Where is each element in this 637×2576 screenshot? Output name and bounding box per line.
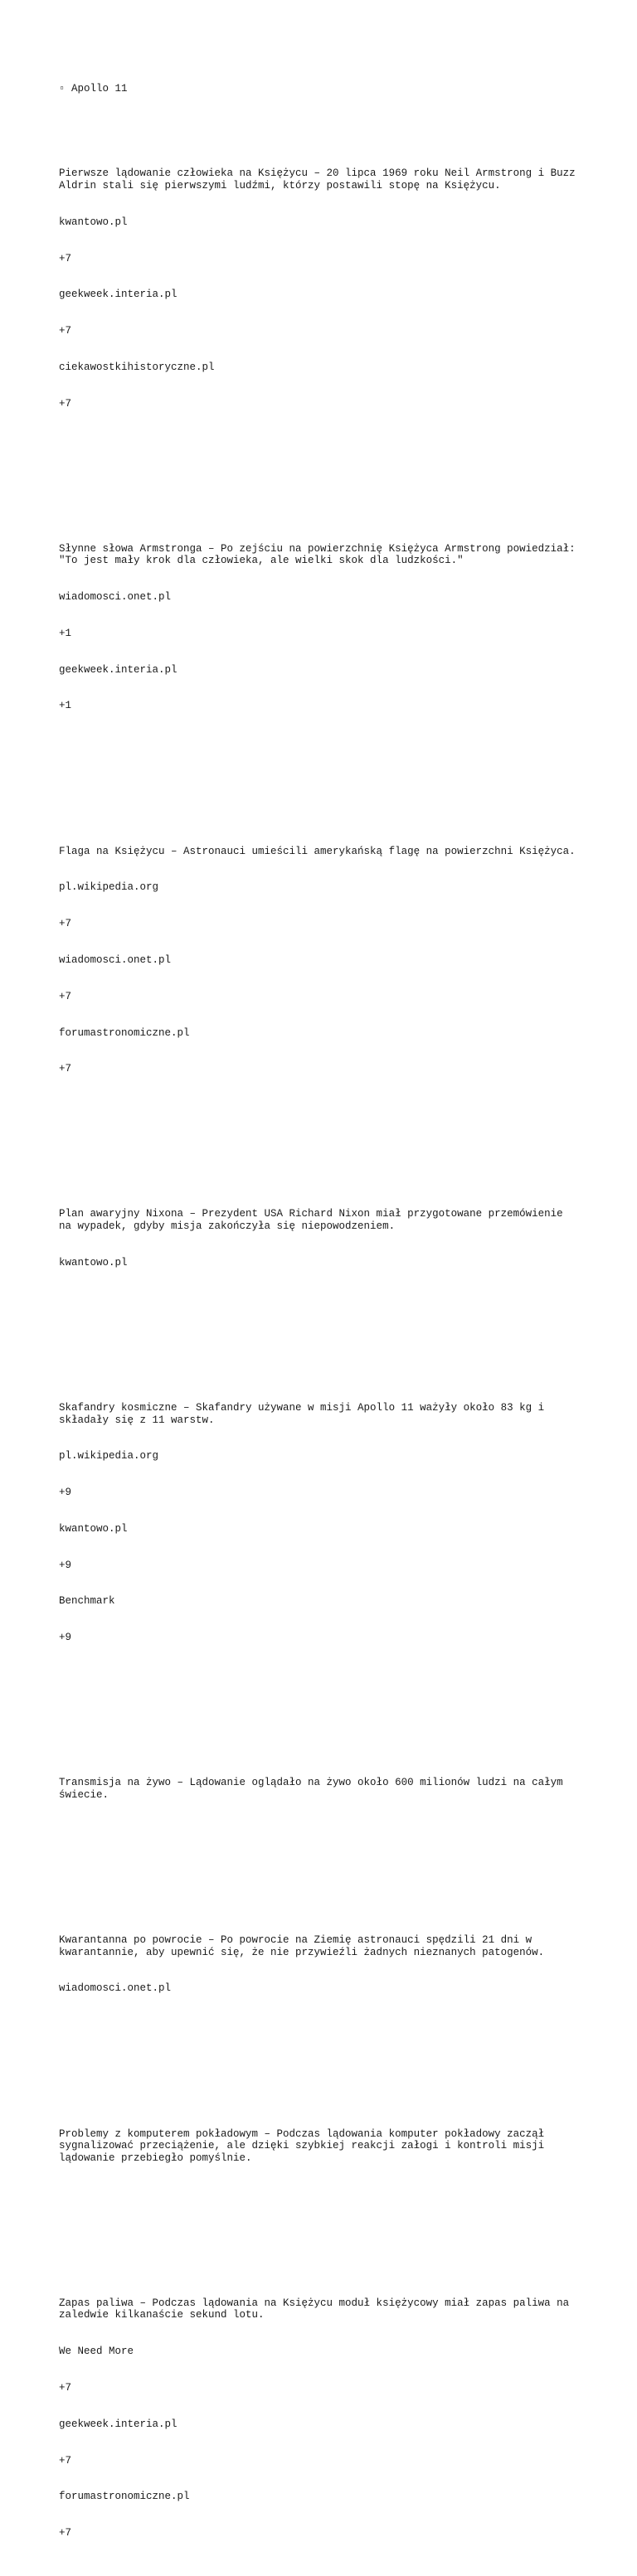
section-text: Zapas paliwa – Podczas lądowania na Księżycu moduł księżycowy miał zapas paliwa na zaledwie kilkanaście sekund lotu. [59, 2297, 570, 2321]
source-link[interactable]: Benchmark [59, 1595, 115, 1608]
section-flag [59, 821, 606, 1099]
source-link[interactable]: forumastronomiczne.pl [59, 2491, 190, 2503]
source-link[interactable]: We Need More [59, 2346, 134, 2358]
spacer [59, 2043, 606, 2055]
source-link[interactable]: wiadomosci.onet.pl [59, 953, 172, 966]
section-text: Problemy z komputerem pokładowym – Podczas lądowania komputer pokładowy zaczął sygnalizować przeciążenie, ale dzięki szybkiej reakcji załogi i kontroli misji lądowanie przebiegło pomyślnie. [59, 2127, 545, 2164]
source-count: +7 [59, 2454, 72, 2467]
source-count: +1 [59, 627, 72, 639]
section-text: Skafandry kosmiczne – Skafandry używane w misji Apollo 11 ważyły około 83 kg i składały się z 11 warstw. [59, 1401, 545, 1426]
source-count: +9 [59, 1487, 72, 1499]
section-fuel-reserve [59, 2273, 606, 2564]
source-link[interactable]: kwantowo.pl [59, 216, 128, 228]
section-text: Plan awaryjny Nixona – Prezydent USA Richard Nixon miał przygotowane przemówienie na wypadek, gdyby misja zakończyła się niepowodzeniem. [59, 1208, 563, 1232]
spacer [59, 1123, 606, 1136]
section-moon-landing [59, 143, 606, 434]
document-header: ▫ Apollo 11 [59, 83, 128, 95]
source-count: +7 [59, 918, 72, 930]
source-count: +9 [59, 1632, 72, 1644]
spacer [59, 760, 606, 773]
source-count: +7 [59, 325, 72, 337]
source-count: +9 [59, 1559, 72, 1571]
section-armstrong-words [59, 519, 606, 737]
section-computer-problems [59, 2103, 606, 2188]
source-count: +1 [59, 700, 72, 712]
source-link[interactable]: geekweek.interia.pl [59, 289, 177, 301]
source-count: +7 [59, 2527, 72, 2540]
source-link[interactable]: wiadomosci.onet.pl [59, 591, 172, 604]
section-live-broadcast [59, 1753, 606, 1826]
section-nixon-plan [59, 1184, 606, 1293]
source-count: +7 [59, 990, 72, 1002]
source-link[interactable]: forumastronomiczne.pl [59, 1026, 190, 1039]
source-link[interactable]: pl.wikipedia.org [59, 1450, 159, 1463]
source-count: +7 [59, 252, 72, 264]
section-text: Słynne słowa Armstronga – Po zejściu na powierzchnię Księżyca Armstrong powiedział: "To jest mały krok dla człowieka, ale wielki skok dla ludzkości." [59, 542, 576, 567]
source-link[interactable]: wiadomosci.onet.pl [59, 1982, 172, 1995]
source-count: +7 [59, 1063, 72, 1075]
spacer [59, 1692, 606, 1705]
source-link[interactable]: ciekawostkihistoryczne.pl [59, 361, 215, 373]
source-link[interactable]: pl.wikipedia.org [59, 881, 159, 894]
source-link[interactable]: kwantowo.pl [59, 1522, 128, 1535]
source-link[interactable]: geekweek.interia.pl [59, 2418, 177, 2430]
section-text: Pierwsze lądowanie człowieka na Księżycu – 20 lipca 1969 roku Neil Armstrong i Buzz Aldrin stali się pierwszymi ludźmi, którzy postawili stopę na Księżycu. [59, 167, 576, 192]
source-count: +7 [59, 397, 72, 410]
section-text: Flaga na Księżycu – Astronauci umieścili amerykańską flagę na powierzchni Księżyca. [59, 845, 576, 857]
spacer [59, 2213, 606, 2225]
section-quarantine [59, 1910, 606, 2019]
spacer [59, 458, 606, 471]
section-text: Transmisja na żywo – Lądowanie oglądało na żywo około 600 milionów ludzi na całym świecie. [59, 1777, 563, 1801]
section-spacesuits [59, 1378, 606, 1668]
spacer [59, 1317, 606, 1330]
source-link[interactable]: kwantowo.pl [59, 1256, 128, 1269]
spacer [59, 1850, 606, 1862]
source-count: +7 [59, 2382, 72, 2394]
source-link[interactable]: geekweek.interia.pl [59, 663, 177, 676]
section-text: Kwarantanna po powrocie – Po powrocie na Ziemię astronauci spędzili 21 dni w kwarantannie, aby upewnić się, że nie przywieźli żadnych nieznanych patogenów. [59, 1934, 545, 1958]
document-page [59, 59, 606, 2576]
